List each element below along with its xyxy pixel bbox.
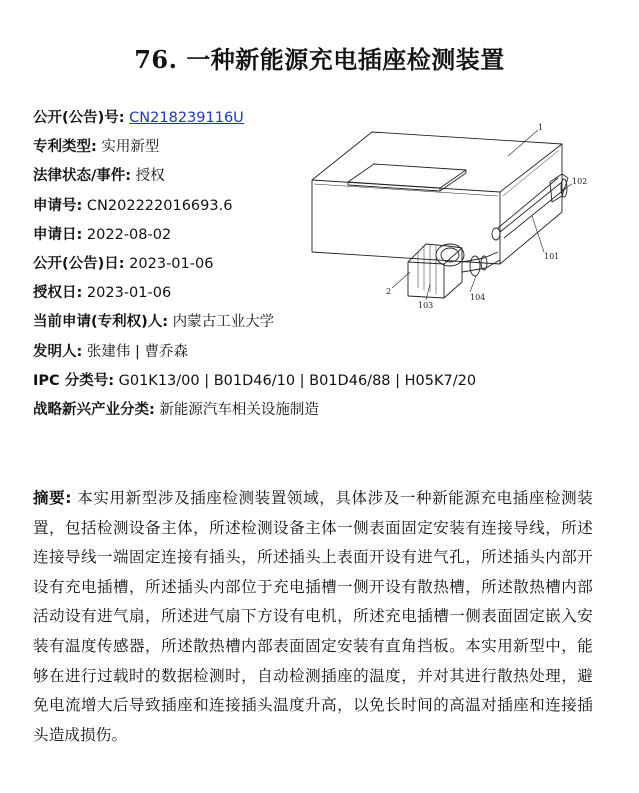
patent-type-value: 实用新型 xyxy=(101,139,160,156)
abstract xyxy=(33,484,593,750)
pub-date-value: 2023-01-06 xyxy=(129,255,214,272)
ipc-label: IPC 分类号: xyxy=(33,372,115,389)
grant-date-value: 2023-01-06 xyxy=(86,285,172,302)
top-panel xyxy=(348,164,466,188)
fig-label-1: 1 xyxy=(538,123,544,132)
industry-label: 战略新兴产业分类: xyxy=(33,401,155,418)
page-title: 76. 一种新能源充电插座检测装置 xyxy=(134,45,505,74)
fig-label-101: 101 xyxy=(544,252,560,261)
inventor-row xyxy=(33,342,333,371)
pub-date-label: 公开(公告)日: xyxy=(33,255,125,272)
abstract-label: 摘要: xyxy=(33,489,72,507)
ipc-row xyxy=(33,371,477,400)
grant-date-row xyxy=(33,283,333,312)
patent-type-label: 专利类型: xyxy=(33,139,97,156)
inventor-value: 张建伟 | 曹乔森 xyxy=(86,343,189,360)
ipc-value: G01K13/00 | B01D46/10 | B01D46/88 | H05K7/20 xyxy=(118,372,477,389)
applicant-label: 当前申请(专利权)人: xyxy=(33,314,169,331)
fig-label-103: 103 xyxy=(418,301,434,310)
device-body xyxy=(312,132,562,264)
applicant-row xyxy=(33,312,333,341)
app-no-label: 申请号: xyxy=(33,197,83,214)
grant-date-label: 授权日: xyxy=(33,285,83,302)
patent-type-row xyxy=(33,137,333,166)
plug xyxy=(408,244,500,298)
app-no-value: CN202222016693.6 xyxy=(86,197,233,214)
legal-status-row xyxy=(33,166,333,195)
pub-no-label: 公开(公告)号: xyxy=(33,110,125,126)
industry-value: 新能源汽车相关设施制造 xyxy=(159,401,319,418)
app-date-value: 2022-08-02 xyxy=(86,226,172,243)
patent-drawing xyxy=(300,112,600,317)
app-date-row xyxy=(33,225,333,254)
legal-status-label: 法律状态/事件: xyxy=(33,168,132,185)
pub-date-row xyxy=(33,254,333,283)
app-no-row xyxy=(33,196,333,225)
legal-status-value: 授权 xyxy=(135,168,165,185)
inventor-label: 发明人: xyxy=(33,343,83,360)
cable xyxy=(500,182,562,232)
abstract-text: 本实用新型涉及插座检测装置领域，具体涉及一种新能源充电插座检测装置，包括检测设备主体，所述检测设备主体一侧表面固定安装有连接导线，所述连接导线一端固定连接有插头，所述插头上表面开设有进气孔，所述插头内部开设有充电插槽，所述插头内部位于充电插槽一侧开设有散热槽，所述散热槽内部活动设有进气扇，所述进气扇下方设有电机，所述充电插槽一侧表面固定嵌入安装有温度传感器，所述散热槽内部表面固定安装有直角挡板。本实用新型中，能够在进行过载时的数据检测时，自动检测插座的温度，并对其进行散热处理，避免电流增大后导致插座和连接插头温度升高，以免长时间的高温对插座和连接插头造成损伤。 xyxy=(33,489,593,744)
fig-label-104: 104 xyxy=(470,293,486,302)
fig-label-2: 2 xyxy=(386,287,392,296)
app-date-label: 申请日: xyxy=(33,226,83,243)
pub-no-row xyxy=(33,108,333,137)
pub-no-link[interactable]: CN218239116U xyxy=(129,110,244,126)
fig-label-102: 102 xyxy=(572,177,588,186)
industry-row xyxy=(33,400,333,429)
applicant-value: 内蒙古工业大学 xyxy=(172,314,275,331)
